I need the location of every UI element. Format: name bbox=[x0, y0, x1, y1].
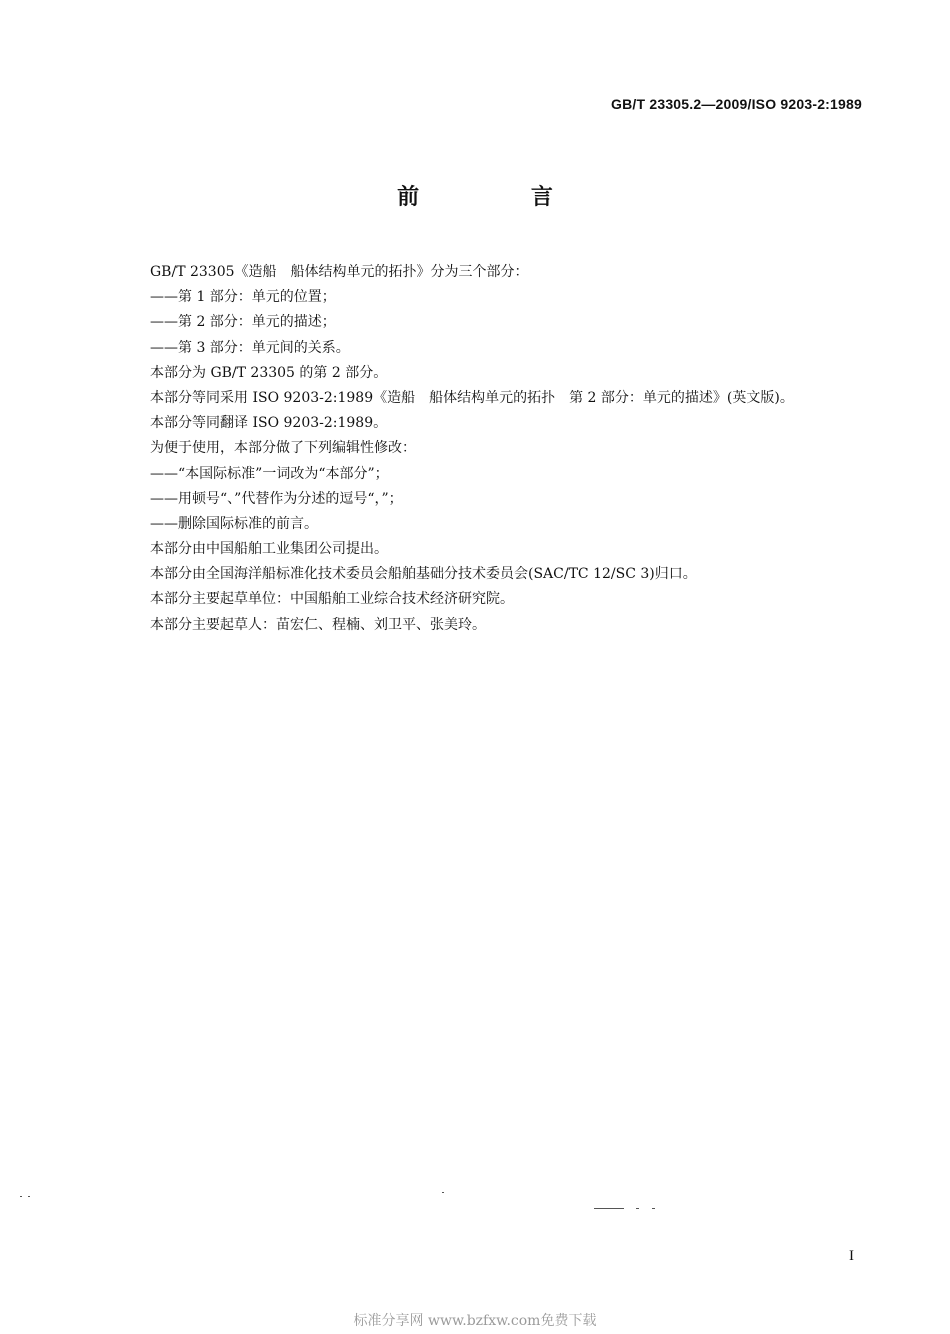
scan-speck bbox=[594, 1208, 624, 1209]
body-line: ——第 3 部分：单元间的关系。 bbox=[150, 339, 350, 356]
body-line: ——第 1 部分：单元的位置； bbox=[150, 289, 336, 306]
body-line: ——“本国际标准”一词改为“本部分”； bbox=[150, 465, 389, 482]
body-line: 本部分由全国海洋船标准化技术委员会船舶基础分技术委员会(SAC/TC 12/SC 3)归口。 bbox=[150, 566, 697, 583]
body-line: ——删除国际标准的前言。 bbox=[150, 515, 318, 532]
body-line: GB/T 23305《造船 船体结构单元的拓扑》分为三个部分： bbox=[150, 264, 529, 280]
footer-watermark: 标准分享网 www.bzfxw.com免费下载 bbox=[353, 1313, 597, 1329]
page-number: I bbox=[849, 1248, 854, 1264]
scan-speck bbox=[636, 1208, 639, 1209]
scan-speck bbox=[652, 1208, 655, 1209]
body-text bbox=[150, 260, 870, 638]
scan-speck bbox=[28, 1196, 30, 1197]
page-title: 前 言 bbox=[397, 185, 605, 210]
body-line: ——用顿号“、”代替作为分述的逗号“，”； bbox=[150, 490, 403, 507]
standard-code: GB/T 23305.2—2009/ISO 9203-2:1989 bbox=[611, 96, 862, 112]
body-line: ——第 2 部分：单元的描述； bbox=[150, 314, 336, 331]
scan-artifacts bbox=[0, 1196, 950, 1216]
body-line: 本部分主要起草单位：中国船舶工业综合技术经济研究院。 bbox=[150, 591, 514, 608]
body-line: 为便于使用，本部分做了下列编辑性修改： bbox=[150, 440, 416, 457]
body-line: 本部分等同翻译 ISO 9203-2:1989。 bbox=[150, 415, 388, 432]
body-line: 本部分由中国船舶工业集团公司提出。 bbox=[150, 541, 388, 558]
body-line: 本部分为 GB/T 23305 的第 2 部分。 bbox=[150, 364, 388, 381]
scan-speck bbox=[20, 1196, 22, 1197]
body-line: 本部分主要起草人：苗宏仁、程楠、刘卫平、张美玲。 bbox=[150, 616, 486, 633]
scan-speck bbox=[442, 1192, 444, 1193]
body-line: 本部分等同采用 ISO 9203-2:1989《造船 船体结构单元的拓扑 第 2 部分：单元的描述》(英文版)。 bbox=[150, 389, 794, 406]
